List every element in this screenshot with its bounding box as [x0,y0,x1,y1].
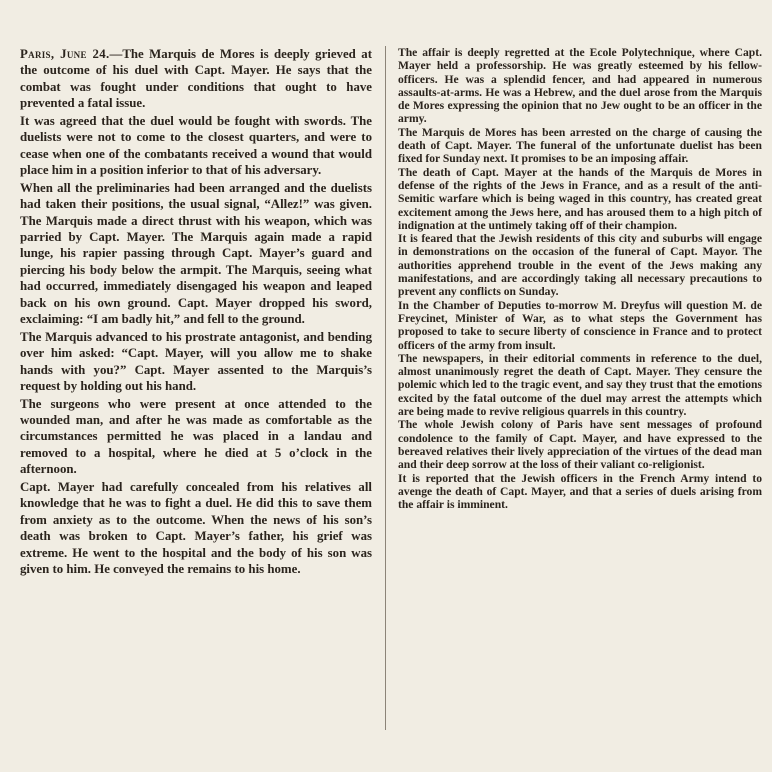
paragraph-9: The death of Capt. Mayer at the hands of the Marquis de Mores in defense of the rights of the Jews in France, and as a result of the anti-Semitic warfare which is being waged in this country, has created great excitement among the Jews here, and has aroused them to a high pitch of indignation at the untimely taking off of their champion. [398,165,762,232]
paragraph-4: The Marquis advanced to his prostrate antagonist, and bending over him asked: “Capt. Mayer, will you allow me to shake hands with you?” Capt. Mayer assented to the Marquis’s request by holding out his hand. [20,329,372,394]
paragraph-6: Capt. Mayer had carefully concealed from his relatives all knowledge that he was to fight a duel. He did this to save them from anxiety as to the outcome. When the news of his son’s death was broken to Capt. Mayer’s father, his grief was extreme. He went to the hospital and the body of his son was given to him. He conveyed the remains to his home. [20,479,372,577]
paragraph-2: It was agreed that the duel would be fought with swords. The duelists were not to come to the closest quarters, and were to cease when one of the combatants received a wound that would place him in a position inferior to that of his adversary. [20,113,372,178]
paragraph-12: The newspapers, in their editorial comments in reference to the duel, almost unanimously regret the death of Capt. Mayer. They censure the polemic which led to the tragic event, and say they trust that the emotions excited by the fatal outcome of the duel may arrest the attempts which are being made to revive religious quarrels in this country. [398,351,762,419]
paragraph-8: The Marquis de Mores has been arrested on the charge of causing the death of Capt. Mayer. The funeral of the unfortunate duelist has been fixed for Sunday next. It promises to be an imposing affair. [398,125,762,166]
paragraph-5: The surgeons who were present at once attended to the wounded man, and after he was made as comfortable as the circumstances permitted he was placed in a landau and removed to a hospital, where he died at 5 o’clock in the afternoon. [20,396,372,477]
column-divider [385,46,386,730]
paragraph-10: It is feared that the Jewish residents of this city and suburbs will engage in demonstrations on the occasion of the funeral of Capt. Mayor. The authorities apprehend trouble in the event of the Jews making any manifestations, and are accordingly taking all necessary precautions to prevent any conflicts on Sunday. [398,232,762,299]
dateline: Paris, June 24. [20,47,110,61]
paragraph-14: It is reported that the Jewish officers in the French Army intend to avenge the death of Capt. Mayer, and that a series of duels arising from the affair is imminent. [398,471,762,512]
paragraph-13: The whole Jewish colony of Paris have sent messages of profound condolence to the family of Capt. Mayer, and have expressed to the bereaved relatives their lively appreciation of the virtues of the dead man and their deep sorrow at the loss of their valiant co-religionist. [398,418,762,472]
paragraph-11: In the Chamber of Deputies to-morrow M. Dreyfus will question M. de Freycinet, Minister of War, as to what steps the Government has proposed to take to secure liberty of conscience in France and to protect officers of the army from insult. [398,298,762,352]
paragraph-7: The affair is deeply regretted at the Ecole Polytechnique, where Capt. Mayer held a professorship. He was greatly esteemed by his fellow-officers. He was a splendid fencer, and had appeared in numerous assaults-at-arms. He was a Hebrew, and the duel arose from the Marquis de Mores expressing the opinion that no Jew ought to be an officer in the army. [398,46,762,126]
paragraph-3: When all the preliminaries had been arranged and the duelists had taken their positions, the usual signal, “Allez!” was given. The Marquis made a direct thrust with his weapon, which was parried by Capt. Mayer. The Marquis again made a rapid lunge, his rapier passing through Capt. Mayer’s guard and piercing his body below the armpit. The Marquis, seeing what had occurred, immediately disengaged his weapon and leaped back on his own ground. Capt. Mayer dropped his sword, exclaiming: “I am badly hit,” and fell to the ground. [20,180,372,327]
paragraph-1-text: —The Marquis de Mores is deeply grieved at the outcome of his duel with Capt. Mayer. He says that the combat was fought under conditions that ought to have prevented a fatal issue. [20,47,372,111]
paragraph-1 [20,46,372,112]
left-column [20,46,372,579]
right-column [398,46,762,511]
